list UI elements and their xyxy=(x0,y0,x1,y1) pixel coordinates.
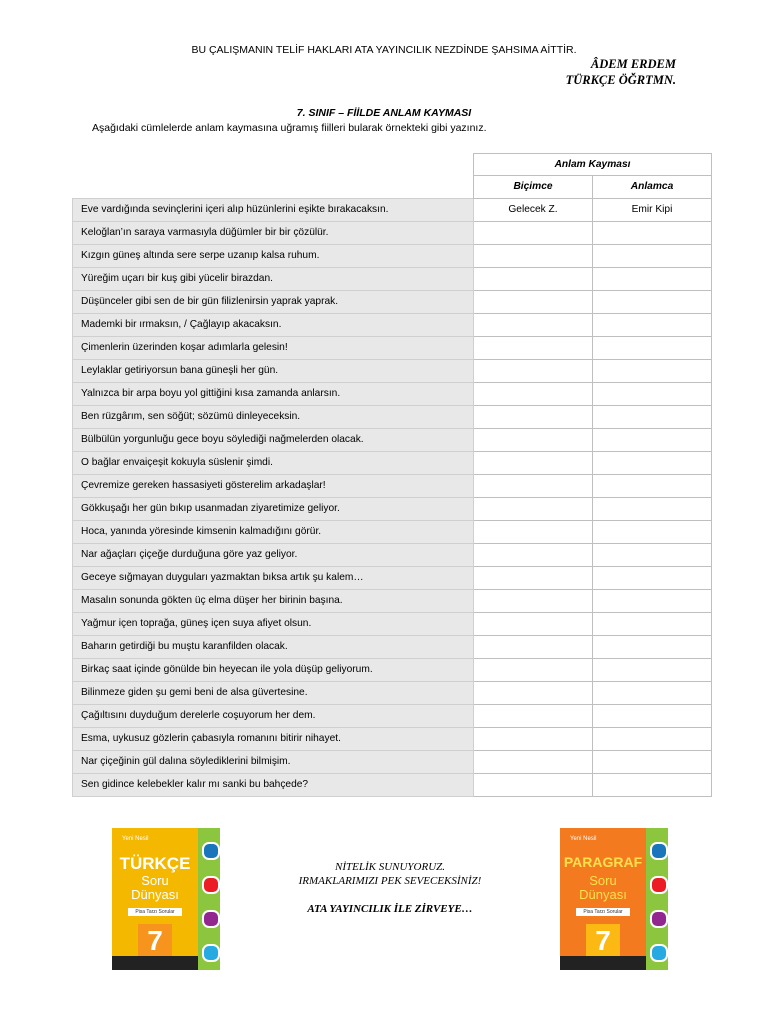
column-header-form: Biçimce xyxy=(474,176,593,199)
answer-meaning-cell[interactable] xyxy=(593,635,712,658)
book-subtitle-line-2: Dünyası xyxy=(131,887,179,902)
answer-form-cell[interactable] xyxy=(474,773,593,796)
answer-meaning-cell[interactable] xyxy=(593,290,712,313)
sentence-cell: Sen gidince kelebekler kalır mı sanki bu bahçede? xyxy=(73,773,474,796)
answer-meaning-cell[interactable] xyxy=(593,704,712,727)
answer-meaning-cell[interactable] xyxy=(593,773,712,796)
sentence-cell: Çağıltısını duyduğum derelerle coşuyorum her dem. xyxy=(73,704,474,727)
table-row xyxy=(73,681,712,704)
sentence-cell: Ben rüzgârım, sen söğüt; sözümü dinleyeceksin. xyxy=(73,405,474,428)
answer-form-cell[interactable] xyxy=(474,382,593,405)
answer-meaning-cell[interactable]: Emir Kipi xyxy=(593,198,712,221)
book-subtitle-line-1: Soru xyxy=(141,873,169,888)
answer-meaning-cell[interactable] xyxy=(593,428,712,451)
table-row xyxy=(73,520,712,543)
play-icon xyxy=(202,842,220,860)
answer-meaning-cell[interactable] xyxy=(593,359,712,382)
author-block xyxy=(566,56,676,88)
table-row xyxy=(73,704,712,727)
answer-meaning-cell[interactable] xyxy=(593,267,712,290)
book-subtitle-line-2: Dünyası xyxy=(579,887,627,902)
answer-meaning-cell[interactable] xyxy=(593,658,712,681)
book-subtitle xyxy=(112,874,198,902)
worksheet-table xyxy=(72,153,712,797)
answer-form-cell[interactable]: Gelecek Z. xyxy=(474,198,593,221)
table-row xyxy=(73,198,712,221)
answer-form-cell[interactable] xyxy=(474,313,593,336)
sentence-cell: Mademki bir ırmaksın, / Çağlayıp akacaksın. xyxy=(73,313,474,336)
sentence-cell: O bağlar envaiçeşit kokuyla süslenir şimdi. xyxy=(73,451,474,474)
worksheet-instruction: Aşağıdaki cümlelerde anlam kaymasına uğramış fiilleri bularak örnekteki gibi yazınız. xyxy=(92,122,487,134)
answer-meaning-cell[interactable] xyxy=(593,336,712,359)
answer-form-cell[interactable] xyxy=(474,612,593,635)
sentence-cell: Yağmur içen toprağa, güneş içen suya afiyet olsun. xyxy=(73,612,474,635)
table-row xyxy=(73,244,712,267)
table-row xyxy=(73,612,712,635)
table-row xyxy=(73,405,712,428)
promo-text xyxy=(230,860,550,916)
answer-form-cell[interactable] xyxy=(474,428,593,451)
answer-meaning-cell[interactable] xyxy=(593,221,712,244)
table-row xyxy=(73,267,712,290)
table-row xyxy=(73,382,712,405)
answer-meaning-cell[interactable] xyxy=(593,681,712,704)
answer-meaning-cell[interactable] xyxy=(593,313,712,336)
sentence-cell: Leylaklar getiriyorsun bana güneşli her gün. xyxy=(73,359,474,382)
sentence-cell: Baharın getirdiği bu muştu karanfilden olacak. xyxy=(73,635,474,658)
book-bottom-bar xyxy=(112,956,198,970)
book-badge: Pisa Tarzı Sorular xyxy=(576,908,630,916)
table-row xyxy=(73,773,712,796)
copyright-notice: BU ÇALIŞMANIN TELİF HAKLARI ATA YAYINCILIK NEZDİNDE ŞAHSIMA AİTTİR. xyxy=(191,44,577,56)
exam-icon xyxy=(202,876,220,894)
sentence-cell: Keloğlan’ın saraya varmasıyla düğümler bir bir çözülür. xyxy=(73,221,474,244)
answer-form-cell[interactable] xyxy=(474,543,593,566)
sentence-cell: Bülbülün yorgunluğu gece boyu söylediği nağmelerden olacak. xyxy=(73,428,474,451)
answer-form-cell[interactable] xyxy=(474,566,593,589)
book-title: PARAGRAF xyxy=(563,854,643,870)
answer-meaning-cell[interactable] xyxy=(593,520,712,543)
book-subtitle-line-1: Soru xyxy=(589,873,617,888)
answer-meaning-cell[interactable] xyxy=(593,612,712,635)
answer-form-cell[interactable] xyxy=(474,704,593,727)
sentence-cell: Çevremize gereken hassasiyeti gösterelim arkadaşlar! xyxy=(73,474,474,497)
promo-line-1: NİTELİK SUNUYORUZ. xyxy=(334,861,446,873)
table-row xyxy=(73,750,712,773)
author-name: ÂDEM ERDEM xyxy=(590,57,676,71)
answer-form-cell[interactable] xyxy=(474,290,593,313)
answer-meaning-cell[interactable] xyxy=(593,750,712,773)
table-row xyxy=(73,290,712,313)
promo-slogan: ATA YAYINCILIK İLE ZİRVEYE… xyxy=(307,903,473,915)
table-row xyxy=(73,589,712,612)
sentence-cell: Çimenlerin üzerinden koşar adımlarla gelesin! xyxy=(73,336,474,359)
answer-meaning-cell[interactable] xyxy=(593,405,712,428)
qr-icon xyxy=(202,944,220,962)
play-icon xyxy=(650,842,668,860)
video-icon xyxy=(650,910,668,928)
answer-form-cell[interactable] xyxy=(474,336,593,359)
table-row xyxy=(73,359,712,382)
sentence-cell: Nar çiçeğinin gül dalına söylediklerini bilmişim. xyxy=(73,750,474,773)
sentence-cell: Nar ağaçları çiçeğe durduğuna göre yaz geliyor. xyxy=(73,543,474,566)
sentence-cell: Yüreğim uçarı bir kuş gibi yücelir birazdan. xyxy=(73,267,474,290)
answer-meaning-cell[interactable] xyxy=(593,543,712,566)
answer-form-cell[interactable] xyxy=(474,681,593,704)
sentence-cell: Birkaç saat içinde gönülde bin heyecan ile yola düşüp geliyorum. xyxy=(73,658,474,681)
author-title: TÜRKÇE ÖĞRTMN. xyxy=(565,73,676,87)
book-bottom-bar xyxy=(560,956,646,970)
table-row xyxy=(73,635,712,658)
qr-icon xyxy=(650,944,668,962)
table-row xyxy=(73,727,712,750)
book-grade: 7 xyxy=(138,924,172,958)
answer-meaning-cell[interactable] xyxy=(593,589,712,612)
answer-form-cell[interactable] xyxy=(474,589,593,612)
table-row xyxy=(73,313,712,336)
answer-form-cell[interactable] xyxy=(474,267,593,290)
answer-meaning-cell[interactable] xyxy=(593,244,712,267)
sentence-cell: Düşünceler gibi sen de bir gün filizlenirsin yaprak yaprak. xyxy=(73,290,474,313)
table-row xyxy=(73,474,712,497)
table-row xyxy=(73,566,712,589)
answer-meaning-cell[interactable] xyxy=(593,451,712,474)
table-row xyxy=(73,658,712,681)
answer-meaning-cell[interactable] xyxy=(593,566,712,589)
answer-meaning-cell[interactable] xyxy=(593,474,712,497)
answer-form-cell[interactable] xyxy=(474,727,593,750)
table-row xyxy=(73,497,712,520)
table-row xyxy=(73,451,712,474)
answer-form-cell[interactable] xyxy=(474,221,593,244)
answer-meaning-cell[interactable] xyxy=(593,382,712,405)
sentence-cell: Bilinmeze giden şu gemi beni de alsa güvertesine. xyxy=(73,681,474,704)
sentence-cell: Eve vardığında sevinçlerini içeri alıp hüzünlerini eşikte bırakacaksın. xyxy=(73,198,474,221)
book-subtitle xyxy=(560,874,646,902)
sentence-cell: Gökkuşağı her gün bıkıp usanmadan ziyaretimize geliyor. xyxy=(73,497,474,520)
answer-form-cell[interactable] xyxy=(474,750,593,773)
group-header: Anlam Kayması xyxy=(474,154,712,176)
answer-form-cell[interactable] xyxy=(474,359,593,382)
book-tag: Yeni Nesil xyxy=(570,836,597,842)
column-header-meaning: Anlamca xyxy=(593,176,712,199)
table-row xyxy=(73,543,712,566)
sentence-cell: Geceye sığmayan duyguları yazmaktan bıksa artık şu kalem… xyxy=(73,566,474,589)
answer-form-cell[interactable] xyxy=(474,520,593,543)
sentence-cell: Kızgın güneş altında sere serpe uzanıp kalsa ruhum. xyxy=(73,244,474,267)
answer-form-cell[interactable] xyxy=(474,451,593,474)
book-tag: Yeni Nesil xyxy=(122,836,149,842)
worksheet-title: 7. SINIF – FİİLDE ANLAM KAYMASI xyxy=(296,107,472,119)
promo-line-2: IRMAKLARIMIZI PEK SEVECEKSİNİZ! xyxy=(298,875,482,887)
table-row xyxy=(73,221,712,244)
sentence-cell: Yalnızca bir arpa boyu yol gittiğini kısa zamanda anlarsın. xyxy=(73,382,474,405)
sentence-cell: Esma, uykusuz gözlerin çabasıyla romanını bitirir nihayet. xyxy=(73,727,474,750)
answer-meaning-cell[interactable] xyxy=(593,497,712,520)
video-icon xyxy=(202,910,220,928)
answer-form-cell[interactable] xyxy=(474,635,593,658)
exam-icon xyxy=(650,876,668,894)
book-badge: Pisa Tarzı Sorular xyxy=(128,908,182,916)
answer-form-cell[interactable] xyxy=(474,244,593,267)
table-row xyxy=(73,428,712,451)
answer-form-cell[interactable] xyxy=(474,497,593,520)
answer-form-cell[interactable] xyxy=(474,405,593,428)
answer-form-cell[interactable] xyxy=(474,658,593,681)
book-title: TÜRKÇE xyxy=(119,854,191,873)
answer-meaning-cell[interactable] xyxy=(593,727,712,750)
sentence-cell: Masalın sonunda gökten üç elma düşer her birinin başına. xyxy=(73,589,474,612)
book-cover-turkce xyxy=(112,828,220,970)
book-grade: 7 xyxy=(586,924,620,958)
sentence-cell: Hoca, yanında yöresinde kimsenin kalmadığını görür. xyxy=(73,520,474,543)
answer-form-cell[interactable] xyxy=(474,474,593,497)
book-cover-paragraf xyxy=(560,828,668,970)
table-row xyxy=(73,336,712,359)
